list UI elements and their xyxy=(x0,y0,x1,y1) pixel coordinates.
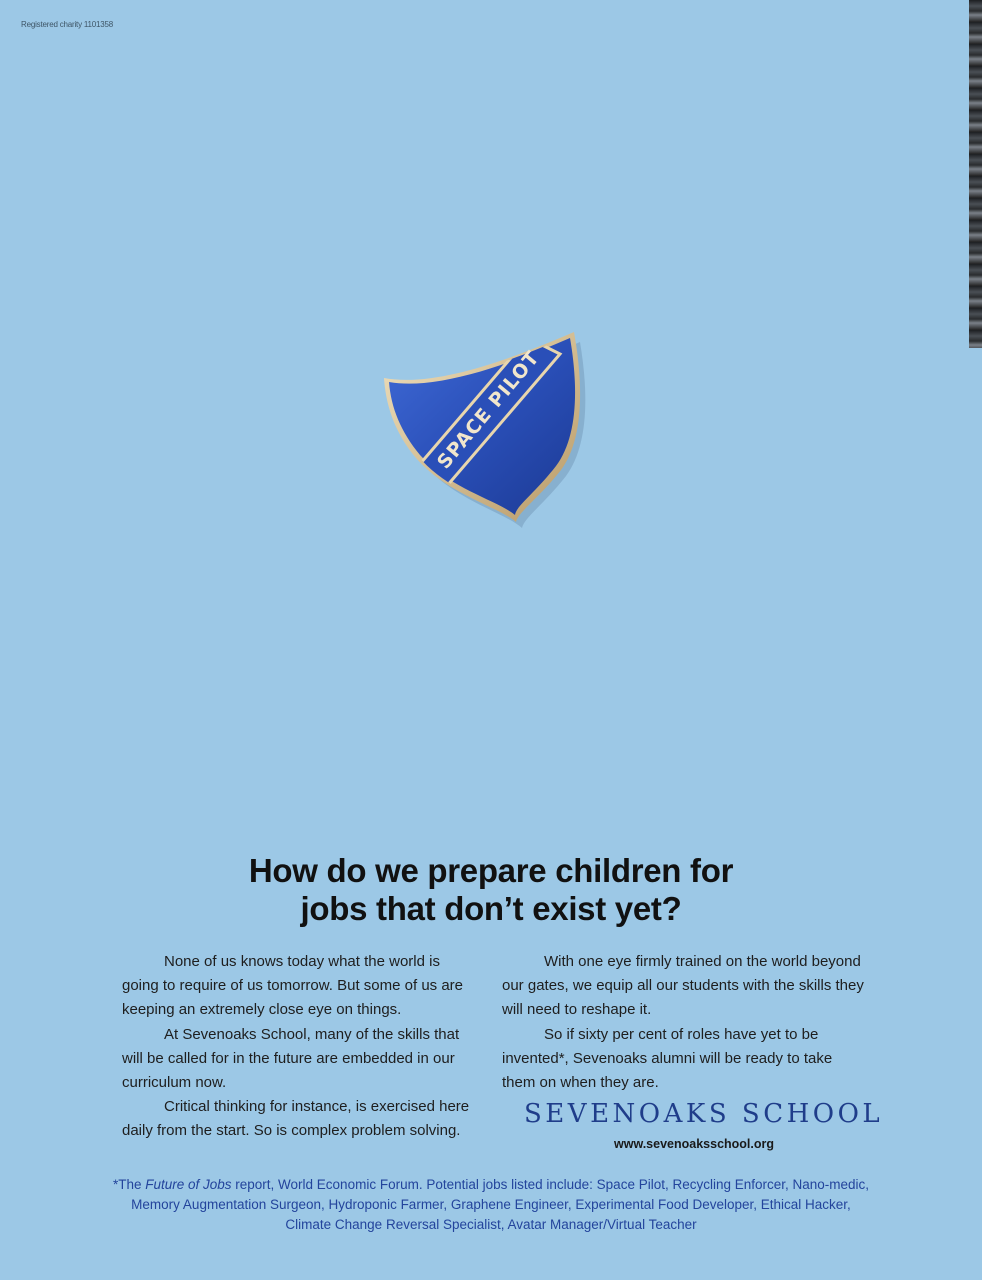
footnote-line-1 xyxy=(60,1175,922,1195)
headline xyxy=(0,852,982,928)
badge-label: SPACE PILOT xyxy=(432,346,545,474)
space-pilot-badge xyxy=(378,328,588,528)
footnote xyxy=(60,1175,922,1235)
headline-line-1: How do we prepare children for xyxy=(248,852,734,889)
footnote-line-1-rest: report, World Economic Forum. Potential jobs listed include: Space Pilot, Recycling Enforcer, Nano-medic, xyxy=(231,1177,870,1192)
footnote-prefix: *The xyxy=(112,1177,146,1192)
body-paragraph: At Sevenoaks School, many of the skills that will be called for in the future are embedded in our curriculum now. xyxy=(122,1025,460,1092)
headline-line-2: jobs that don’t exist yet? xyxy=(300,890,682,927)
footnote-line-2: Memory Augmentation Surgeon, Hydroponic Farmer, Graphene Engineer, Experimental Food Developer, Ethical Hacker, xyxy=(131,1197,851,1212)
footnote-report-title: Future of Jobs xyxy=(145,1177,232,1192)
website-link[interactable]: www.sevenoaksschool.org xyxy=(614,1137,775,1151)
shield-badge-icon xyxy=(378,328,588,528)
page-edge-strip xyxy=(969,0,982,348)
body-column-right xyxy=(502,950,868,1095)
body-paragraph: So if sixty per cent of roles have yet to be invented*, Sevenoaks alumni will be ready to take them on when they are. xyxy=(502,1025,833,1092)
body-column-left xyxy=(122,950,474,1144)
body-paragraph: None of us knows today what the world is going to require of us tomorrow. But some of us are keeping an extremely close eye on things. xyxy=(122,953,464,1019)
body-paragraph: Critical thinking for instance, is exercised here daily from the start. So is complex problem solving. xyxy=(122,1098,470,1140)
body-paragraph: With one eye firmly trained on the world beyond our gates, we equip all our students with the skills they will need to reshape it. xyxy=(502,953,864,1019)
registered-charity-number: Registered charity 1101358 xyxy=(21,20,114,29)
footnote-line-3: Climate Change Reversal Specialist, Avatar Manager/Virtual Teacher xyxy=(285,1217,697,1232)
school-logo: SEVENOAKS SCHOOL xyxy=(524,1099,884,1129)
